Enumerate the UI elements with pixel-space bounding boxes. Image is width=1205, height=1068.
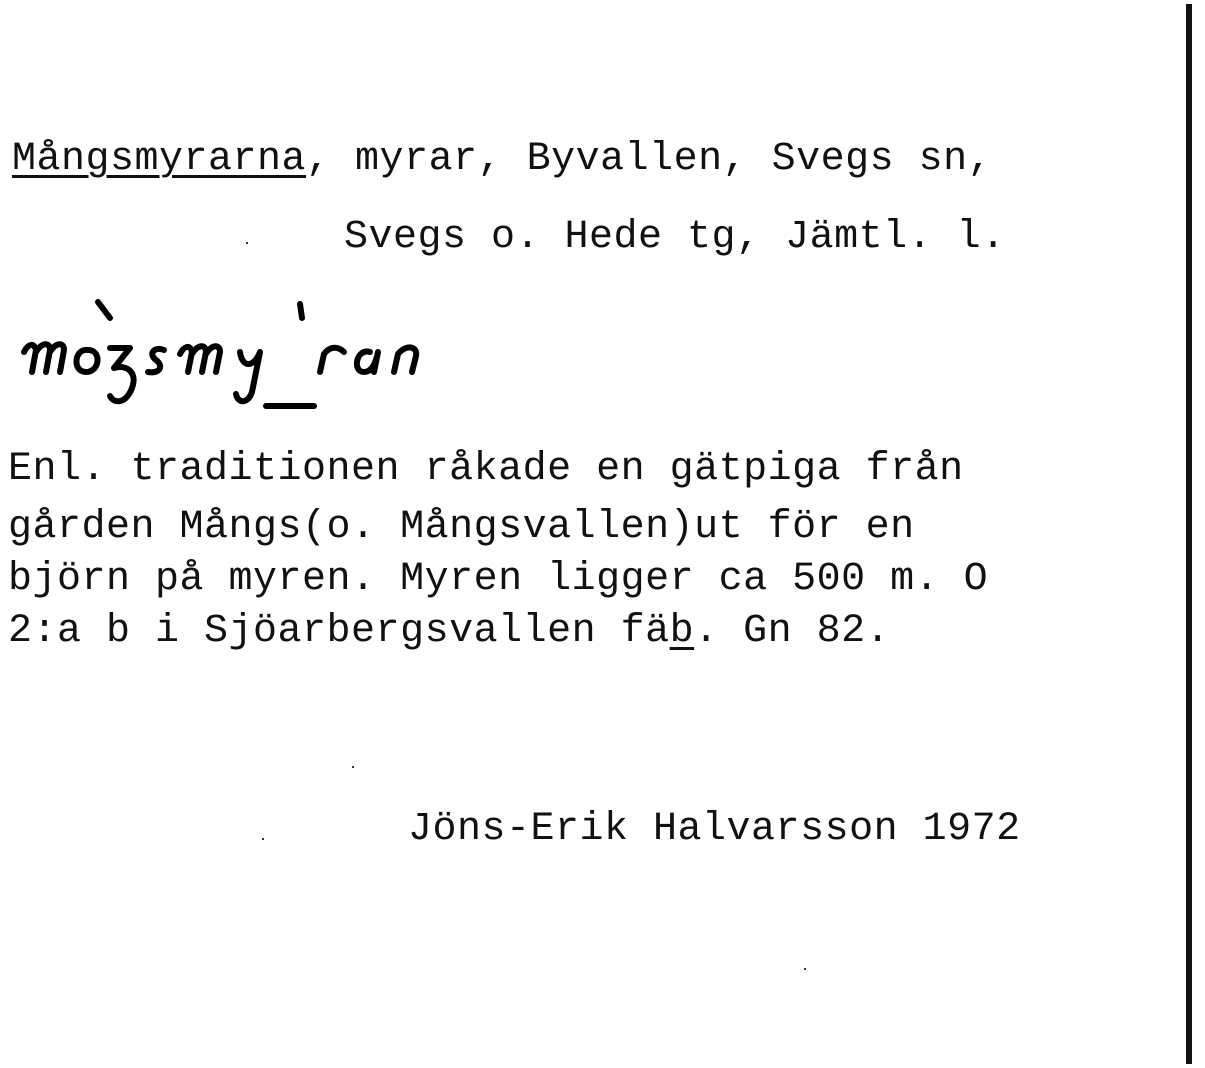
body-line-4-underlined: b xyxy=(669,609,695,654)
body-line-4-end: . Gn 82. xyxy=(694,609,891,654)
card-edge-line xyxy=(1186,4,1192,1064)
heading-line-2: Svegs o. Hede tg, Jämtl. l. xyxy=(344,215,1006,260)
handwritten-pronunciation xyxy=(14,292,454,422)
heading-rest: , myrar, Byvallen, Svegs sn, xyxy=(306,137,993,182)
body-line-4-text: 2:a b i Sjöarbergsvallen fä xyxy=(8,609,670,654)
place-name: Mångsmyrarna xyxy=(12,137,307,182)
body-line-4 xyxy=(8,609,891,654)
body-line-3: björn på myren. Myren ligger ca 500 m. O xyxy=(8,557,989,602)
body-line-2: gården Mångs(o. Mångsvallen)ut för en xyxy=(8,505,915,550)
heading-line-1 xyxy=(12,137,993,182)
speck xyxy=(262,838,264,840)
speck xyxy=(804,968,806,970)
signature: Jöns-Erik Halvarsson 1972 xyxy=(408,807,1021,852)
speck xyxy=(352,766,354,768)
body-line-1: Enl. traditionen råkade en gätpiga från xyxy=(8,447,964,492)
speck xyxy=(246,242,248,244)
